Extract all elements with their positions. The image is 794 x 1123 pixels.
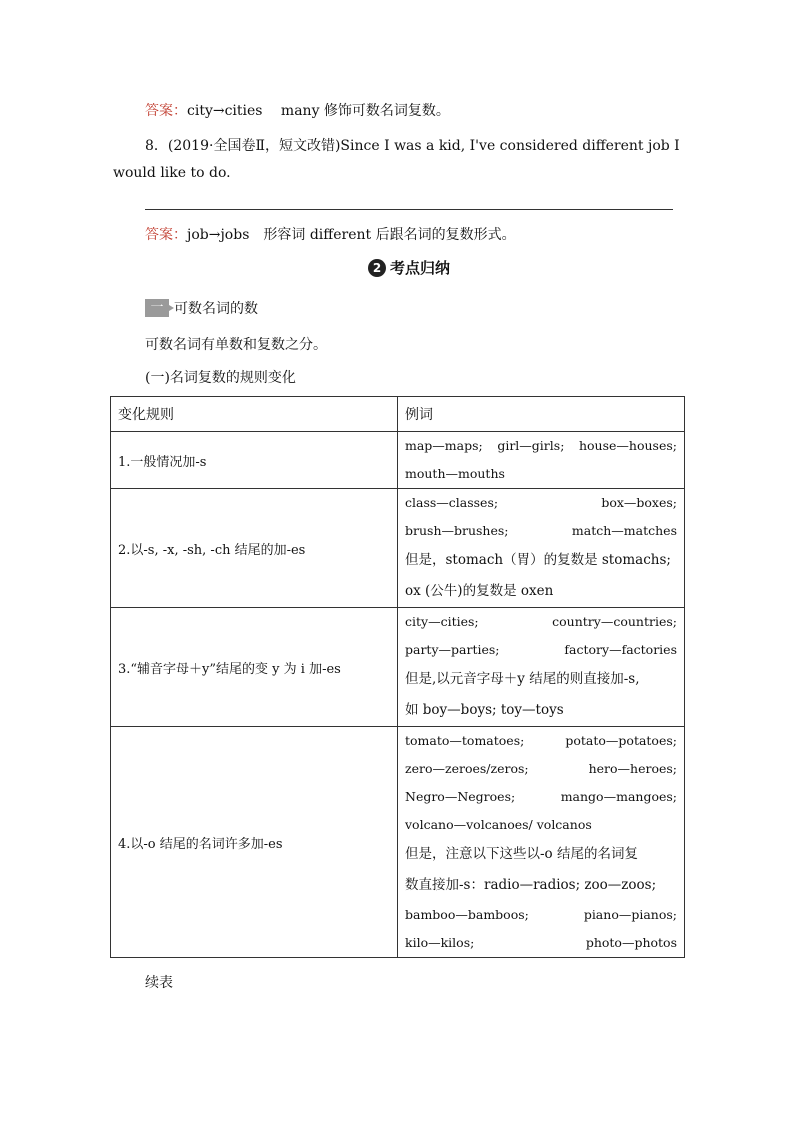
example-word: 如 boy—boys; toy—toys — [405, 702, 564, 718]
table-row — [111, 489, 685, 608]
answer-label: 答案： — [145, 227, 187, 243]
example-line — [405, 695, 677, 726]
example-word: potato—potatoes; — [565, 733, 677, 748]
table-caption: (一)名词复数的规则变化 — [145, 370, 296, 386]
example-word: zero—zeroes/zeros; — [405, 761, 529, 776]
example-word: box—boxes; — [601, 495, 677, 510]
intro-text: 可数名词有单数和复数之分。 — [145, 337, 327, 353]
rule-cell: 1.一般情况加-s — [111, 432, 398, 489]
example-line — [405, 489, 677, 517]
example-word: class—classes; — [405, 495, 499, 510]
section-title: 考点归纳 — [390, 259, 451, 277]
example-word: mango—mangoes; — [560, 789, 677, 804]
example-line — [405, 664, 677, 695]
example-word: brush—brushes; — [405, 523, 509, 538]
example-word: 但是,以元音字母＋y 结尾的则直接加-s, — [405, 671, 640, 687]
answer-line-1 — [145, 100, 450, 120]
example-word: tomato—tomatoes; — [405, 733, 525, 748]
subsection-title: 可数名词的数 — [174, 301, 258, 317]
example-word: piano—pianos; — [583, 907, 677, 922]
header-rule: 变化规则 — [111, 397, 398, 432]
examples-cell — [398, 432, 685, 489]
example-line — [405, 576, 677, 607]
example-line — [405, 929, 677, 957]
example-line — [405, 432, 677, 460]
table-row — [111, 432, 685, 489]
section-heading — [368, 257, 450, 278]
example-word: match—matches — [571, 523, 677, 538]
example-word: hero—heroes; — [588, 761, 677, 776]
example-word: ox (公牛)的复数是 oxen — [405, 583, 554, 599]
continued-label: 续表 — [145, 975, 173, 991]
subsection-number-badge: 一 — [145, 299, 169, 317]
example-word: 数直接加-s：radio—radios; zoo—zoos; — [405, 877, 657, 893]
example-word: map—maps; — [405, 438, 483, 453]
examples-cell — [398, 489, 685, 608]
example-line — [405, 727, 677, 755]
example-word: factory—factories — [564, 642, 677, 657]
rule-cell: 3.“辅音字母＋y”结尾的变 y 为 i 加-es — [111, 608, 398, 727]
question-8-line-1: 8．(2019·全国卷Ⅱ，短文改错)Since I was a kid, I've considered different job I — [145, 138, 680, 154]
example-word: volcano—volcanoes/ volcanos — [405, 817, 592, 832]
example-word: party—parties; — [405, 642, 500, 657]
question-8-line-2: would like to do. — [113, 165, 231, 181]
noun-plural-rules-table — [110, 396, 685, 958]
example-word: girl—girls; — [497, 438, 565, 453]
example-line — [405, 608, 677, 636]
answer-text: job→jobs 形容词 different 后跟名词的复数形式。 — [187, 227, 516, 243]
example-word: Negro—Negroes; — [405, 789, 516, 804]
example-word: kilo—kilos; — [405, 935, 475, 950]
example-word: house—houses; — [578, 438, 677, 453]
example-line — [405, 460, 677, 488]
header-examples: 例词 — [398, 397, 685, 432]
examples-cell — [398, 727, 685, 958]
example-word: bamboo—bamboos; — [405, 907, 529, 922]
example-line — [405, 870, 677, 901]
answer-blank-line — [145, 209, 673, 210]
subsection-heading — [145, 298, 258, 318]
example-word: 但是，注意以下这些以-o 结尾的名词复 — [405, 846, 638, 862]
rule-cell: 4.以-o 结尾的名词许多加-es — [111, 727, 398, 958]
table-header-row — [111, 397, 685, 432]
table-row — [111, 727, 685, 958]
example-line — [405, 839, 677, 870]
examples-cell — [398, 608, 685, 727]
answer-text: city→cities many 修饰可数名词复数。 — [187, 103, 450, 119]
example-line — [405, 545, 677, 576]
example-word: photo—photos — [585, 935, 677, 950]
rule-cell: 2.以-s, -x, -sh, -ch 结尾的加-es — [111, 489, 398, 608]
example-line — [405, 811, 677, 839]
example-word: city—cities; — [405, 614, 479, 629]
example-word: country—countries; — [552, 614, 677, 629]
answer-label: 答案： — [145, 103, 187, 119]
example-line — [405, 636, 677, 664]
example-line — [405, 901, 677, 929]
example-line — [405, 755, 677, 783]
answer-line-2 — [145, 224, 516, 244]
example-word: mouth—mouths — [405, 466, 505, 481]
example-word: 但是，stomach（胃）的复数是 stomachs; — [405, 552, 671, 568]
example-line — [405, 783, 677, 811]
section-number-badge: 2 — [368, 259, 386, 277]
example-line — [405, 517, 677, 545]
table-row — [111, 608, 685, 727]
